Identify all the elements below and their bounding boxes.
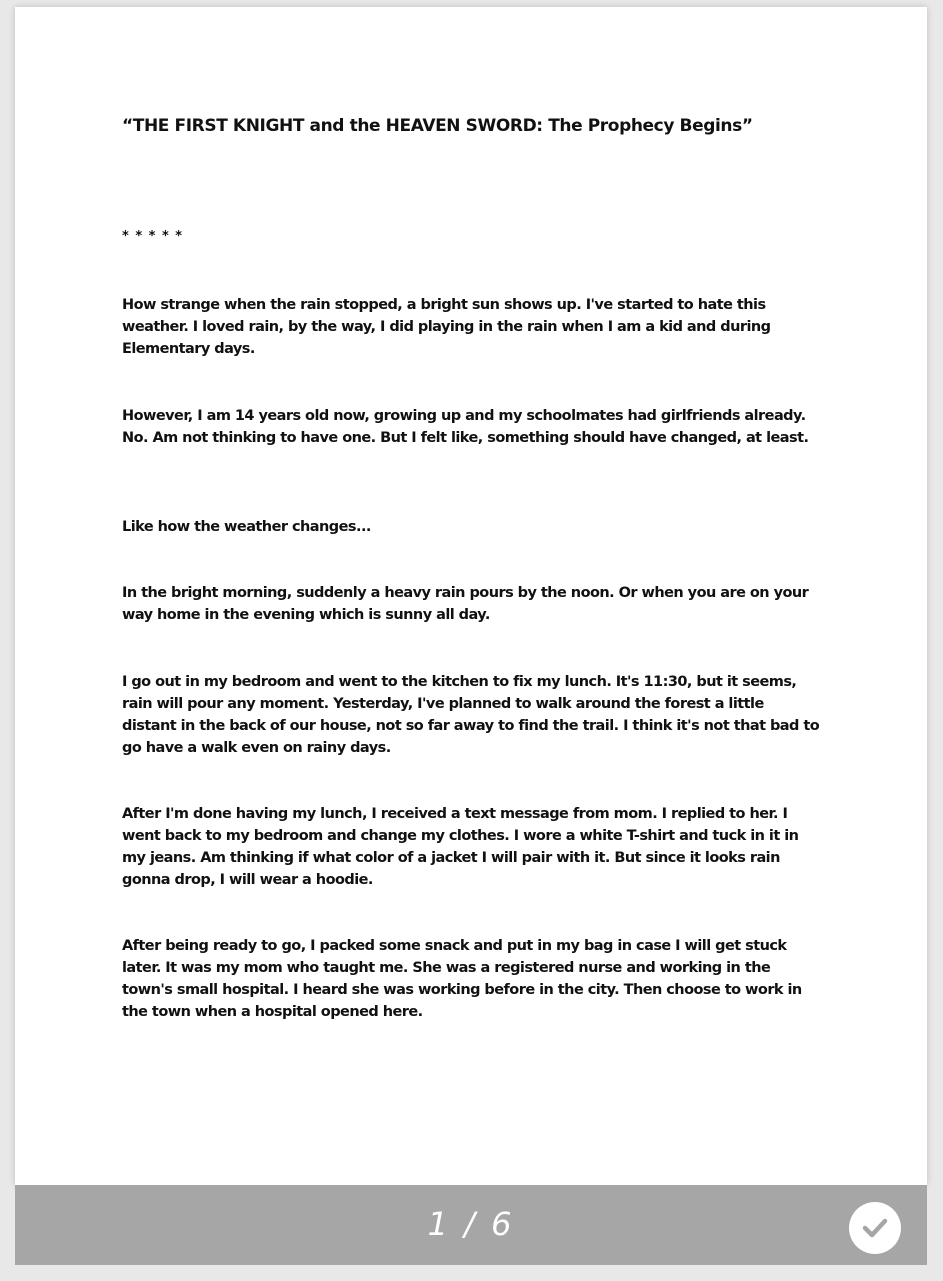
paragraph: Like how the weather changes... (122, 519, 371, 535)
paragraph: I go out in my bedroom and went to the kitchen to fix my lunch. It's 11:30, but it seems, rain will pour any moment. Yesterday, I've planned to walk around the forest a little distant in the back of our house, not so far away to find the trail. I think it's not that bad to go have a walk even on rainy days. (122, 674, 820, 756)
document-title: “THE FIRST KNIGHT and the HEAVEN SWORD: The Prophecy Begins” (122, 116, 753, 136)
paragraph: In the bright morning, suddenly a heavy rain pours by the noon. Or when you are on your way home in the evening which is sunny all day. (122, 585, 809, 623)
checkmark-icon (860, 1213, 890, 1243)
scene-separator: * * * * * (122, 229, 184, 244)
page-navigation-bar (15, 1185, 927, 1265)
document-page (15, 7, 927, 1185)
paragraph: After being ready to go, I packed some snack and put in my bag in case I will get stuck later. It was my mom who taught me. She was a registered nurse and working in the town's small hospital. I heard she was working before in the city. Then choose to work in the town when a hospital opened here. (122, 938, 802, 1020)
paragraph: After I'm done having my lunch, I received a text message from mom. I replied to her. I went back to my bedroom and change my clothes. I wore a white T-shirt and tuck in it in my jeans. Am thinking if what color of a jacket I will pair with it. But since it looks rain gonna drop, I will wear a hoodie. (122, 806, 799, 888)
paragraph: However, I am 14 years old now, growing up and my schoolmates had girlfriends already. No. Am not thinking to have one. But I felt like, something should have changed, at least. (122, 408, 809, 446)
page-indicator: 1 / 6 (427, 1205, 515, 1243)
confirm-button[interactable] (849, 1202, 901, 1254)
paragraph: How strange when the rain stopped, a bright sun shows up. I've started to hate this weather. I loved rain, by the way, I did playing in the rain when I am a kid and during Elementary days. (122, 297, 771, 357)
